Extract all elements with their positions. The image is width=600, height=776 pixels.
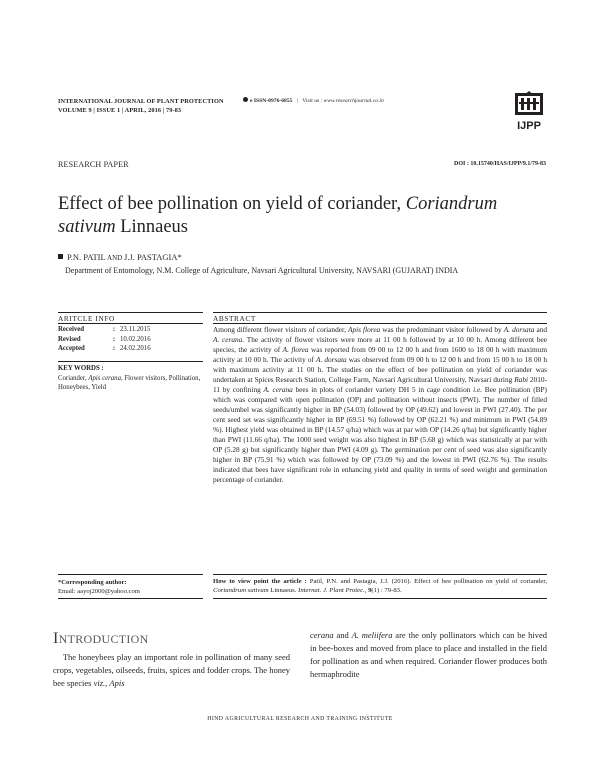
square-bullet-icon (58, 254, 63, 259)
divider (58, 574, 203, 575)
introduction-column-1: The honeybees play an important role in pollination of many seed crops, vegetables, oilseeds, fruits, spices and fodder crops. The honey bee species viz., Apis (53, 652, 291, 688)
journal-logo-text: IJPP (517, 120, 541, 132)
paper-type: RESEARCH PAPER (58, 160, 129, 169)
divider (58, 361, 203, 362)
divider (58, 598, 203, 599)
accepted-row: Accepted : 24.02.2016 (58, 345, 151, 353)
abstract-heading: ABSTRACT (213, 314, 256, 323)
affiliation: Department of Entomology, N.M. College of Agriculture, Navsari Agricultural University, NAVSARI (GUJARAT) INDIA (65, 266, 459, 275)
article-dates (58, 325, 198, 354)
journal-name: INTERNATIONAL JOURNAL OF PLANT PROTECTION (58, 98, 224, 105)
citation: How to view point the article : Patil, P.N. and Pastagia, J.J. (2016). Effect of bee pollination on yield of coriander, Coriandrum sativum Linnaeus. Internat. J. Plant Protec., 9(1) : 79-83. (213, 578, 547, 594)
visit-label: Visit us : (302, 98, 323, 104)
authors: P.N. PATIL AND J.J. PASTAGIA* (58, 252, 182, 262)
bullet-icon (243, 97, 248, 102)
divider (213, 312, 547, 313)
received-row: Received : 23.11.2015 (58, 326, 151, 333)
abstract-text: Among different flower visitors of coriander, Apis florea was the predominant visitor followed by A. dorsata and A. cerana. The activity of flower visitors were more at 11 00 h followed by at 10 00 h. Among different bee species, the activity of A. florea was reported from 09 00 to 12 00 h and from 1600 to 18 00 h with maximum activity at 10 00 h. The activity of A. dorsata was observed from 09 00 h to 12 00 h and from 15 00 h to 18 00 h with maximum activity at 11 00 h. The studies on the effect of bee pollination on yield of coriander was undertaken at Spices Research Station, College Farm, Navsari Agricultural University, Navsari during Rabi 2010-11 by confining A. cerana bees in plots of coriander variety DH 5 in cage condition i.e. Bee pollination (BP) which was compared with open pollination (OP) and pollination without insects (PWI). The number of filled seeds/umbel was significantly higher in BP (54.03) followed by OP (49.62) and lowest in PWI (27.40). The per cent seed set was significantly higher in BP (69.51 %) followed by OP (62.21 %) and minimum in PWI (54.89 %). Highest yield was obtained in BP (14.57 q/ha) which was at par with OP (14.26 q/ha) but significantly higher than PWI (11.66 q/ha). The 1000 seed weight was also highest in BP (5.68 g) which was statistically at par with OP (5.28 g) but significantly higher than PWI (4.09 g). The germination per cent of seed was also significantly higher in BP (75.91 %) which was followed by OP (73.09 %) and the lowest in PWI (62.76 %). The results indicated that bees have significant role in enhancing yield and quality in terms of seed weight and germination percentage of coriander. (213, 325, 548, 484)
corresponding-author: *Corresponding author: Email: aayoj2000@yahoo.com (58, 578, 208, 596)
page-footer: HIND AGRICULTURAL RESEARCH AND TRAINING INSTITUTE (207, 716, 393, 722)
introduction-heading: INTRODUCTION (53, 630, 149, 647)
keywords (58, 364, 208, 393)
divider (213, 574, 547, 575)
divider (58, 323, 203, 324)
author-2: J.J. PASTAGIA* (123, 252, 182, 262)
journal-header (58, 97, 238, 115)
journal-volume: VOLUME 9 | ISSUE 1 | APRIL, 2016 | 79-83 (58, 107, 182, 114)
revised-row: Revised : 10.02.2016 (58, 335, 151, 343)
doi[interactable]: DOI : 10.15740/HAS/IJPP/9.1/79-83 (453, 161, 546, 167)
author-email[interactable]: Email: aayoj2000@yahoo.com (58, 588, 140, 595)
issn: e ISSN-0976-6855 (250, 98, 293, 104)
divider (213, 323, 547, 324)
issn-line: e ISSN-0976-6855 | Visit us : www.researchjournal.co.in (243, 97, 384, 104)
keywords-list: Coriander, Apis cerana, Flower visitors, Pollination, Honeybees, Yield (58, 374, 201, 392)
divider (58, 312, 203, 313)
website-link[interactable]: www.researchjournal.co.in (323, 98, 384, 104)
keywords-heading: KEY WORDS : (58, 365, 104, 372)
introduction-column-2: cerana and A. meliifera are the only pollinators which can be hived in bee-boxes and moved from place to place and installed in the field for pollination as and when required. Coriander flower produces both hermaphrodite (310, 630, 547, 679)
article-info-heading: ARITCLE INFO (58, 314, 115, 323)
author-1: P.N. PATIL (67, 252, 106, 262)
paper-title: Effect of bee pollination on yield of coriander, Coriandrum sativum Linnaeus (58, 194, 498, 237)
divider (213, 598, 547, 599)
